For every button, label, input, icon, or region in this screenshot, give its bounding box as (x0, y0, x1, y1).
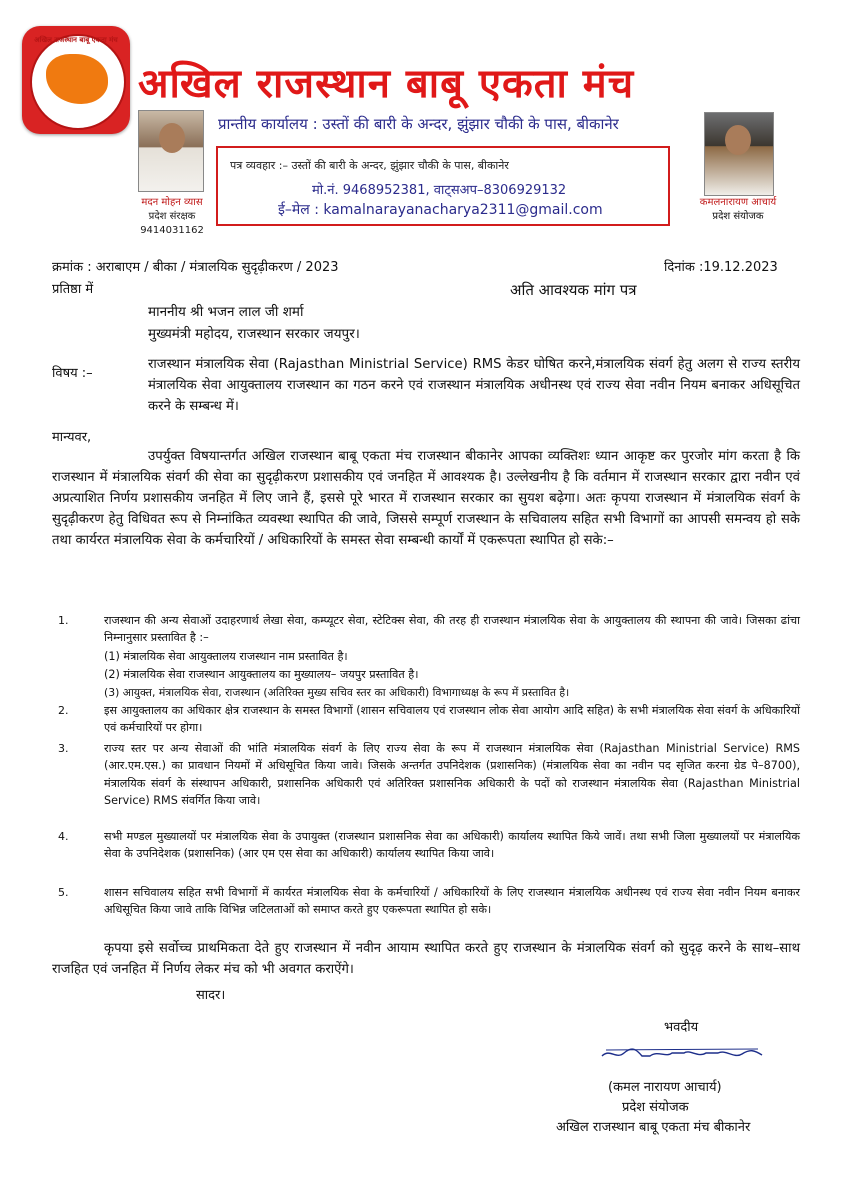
recipient-designation: मुख्यमंत्री महोदय, राजस्थान सरकार जयपुर। (148, 326, 360, 342)
logo-bottom-text: बीकानेर (63, 117, 89, 127)
left-person-name: मदन मोहन व्यास (141, 197, 203, 208)
right-person-caption (672, 196, 804, 224)
item-number: 4. (58, 830, 69, 843)
item-text: राजस्थान की अन्य सेवाओं उदाहरणार्थ लेखा सेवा, कम्प्यूटर सेवा, स्टेटिक्स सेवा, की तरह ही राजस्थान मंत्रालयिक सेवा के आयुक्तालय की स्थापना की जावे। जिसका ढांचा निम्नानुसार प्रस्तावित है :– (104, 614, 800, 645)
right-person-role: प्रदेश संयोजक (712, 211, 764, 222)
email-address: ई–मेल : kamalnarayanacharya2311@gmail.com (278, 202, 603, 218)
signatory-organization: अखिल राजस्थान बाबू एकता मंच बीकानेर (556, 1120, 751, 1135)
item-subpoint: (3) आयुक्त, मंत्रालयिक सेवा, राजस्थान (अतिरिक्त मुख्य सचिव स्तर का अधिकारी) विभागाध्यक्ष के रूप में प्रस्तावित है। (104, 686, 570, 699)
right-person-name: कमलनारायण आचार्य (699, 197, 777, 208)
right-person-photo (704, 112, 774, 196)
phone-numbers: मो.नं. 9468952381, वाट्सअप–8306929132 (312, 183, 567, 198)
item-number: 2. (58, 704, 69, 717)
urgent-heading: अति आवश्यक मांग पत्र (510, 281, 637, 299)
reference-number: क्रमांक : अराबाएम / बीका / मंत्रालयिक सुदृढ़ीकरण / 2023 (52, 260, 339, 275)
handwritten-signature (600, 1044, 764, 1064)
subject-label: विषय :– (52, 366, 93, 381)
logo-top-text: अखिल राजस्थान बाबू एकता मंच (34, 36, 118, 44)
face-image (725, 125, 751, 155)
salutation: मान्यवर, (52, 430, 92, 445)
left-person-role: प्रदेश संरक्षक (148, 211, 196, 222)
item-number: 5. (58, 886, 69, 899)
item-subpoint: (1) मंत्रालयिक सेवा आयुक्तालय राजस्थान नाम प्रस्तावित है। (104, 650, 348, 663)
left-person-photo (138, 110, 204, 192)
organization-title: अखिल राजस्थान बाबू एकता मंच (138, 61, 635, 107)
closing-paragraph: कृपया इसे सर्वोच्च प्राथमिकता देते हुए राजस्थान में नवीन आयाम स्थापित करते हुए राजस्थान के मंत्रालयिक संवर्ग को सुदृढ़ करने के साथ–साथ राजहित एवं जनहित में निर्णय लेकर मंच को भी अवगत कराऐंगे। (52, 941, 800, 977)
signatory-name: (कमल नारायण आचार्य) (608, 1080, 722, 1095)
letter-date: दिनांक :19.12.2023 (664, 260, 778, 275)
sadar: सादर। (196, 988, 226, 1003)
item-text: राज्य स्तर पर अन्य सेवाओं की भांति मंत्रालयिक संवर्ग के लिए राज्य सेवा के रूप में राजस्थान मंत्रालयिक सेवा (Rajasthan Ministrial Service) RMS (आर.एम.एस.) का प्रावधान नियमों में अधिसूचित किया जावे। जिसके अन्तर्गत उपनिदेशक (प्रशासनिक) (मंत्रालयिक सेवा का नवीन पद सृजित करना ग्रेड पे–8700), मंत्रालयिक संवर्ग के संस्थापन अधिकारी, प्रशासनिक अधिकारी एवं अतिरिक्त प्रशासनिक अधिकारी के पदों को राजस्थान मंत्रालयिक सेवा (Rajasthan Ministrial Service) RMS संवर्गित किया जावे। (104, 742, 800, 808)
body-paragraph: उपर्युक्त विषयान्तर्गत अखिल राजस्थान बाबू एकता मंच राजस्थान बीकानेर आपका व्यक्तिशः ध्यान आकृष्ट कर पुरजोर मांग करता है कि राजस्थान में मंत्रालयिक संवर्ग की सेवा का सुदृढ़ीकरण प्रशासकीय एवं जनहित में आवश्यक है। उल्लेखनीय है कि वर्तमान में राजस्थान सरकार द्वारा नवीन एवं अप्रत्याशित निर्णय प्रशासकीय जनहित में लिए जाने हैं, इससे पूरे भारत में राजस्थान सरकार का सुयश बढ़ेगा। अतः कृपया राजस्थान में मंत्रालयिक संवर्ग के सुदृढ़ीकरण हेतु विधिवत रूप से निम्नांकित व्यवस्था स्थापित की जावे, जिससे सम्पूर्ण राजस्थान के सचिवालय सहित सभी विभागों का आपसी समन्वय हो सके तथा कार्यरत मंत्रालयिक सेवा के कर्मचारियों / अधिकारियों के समस्त सेवा सम्बन्धी कार्यों में एकरूपता स्थापित हो सके:– (52, 449, 800, 548)
organization-logo (22, 26, 130, 134)
to-label: प्रतिष्ठा में (52, 282, 94, 297)
bhavdiya: भवदीय (664, 1020, 699, 1035)
subject-text: राजस्थान मंत्रालयिक सेवा (Rajasthan Ministrial Service) RMS केडर घोषित करने,मंत्रालयिक संवर्ग हेतु अलग से राज्य स्तरीय मंत्रालयिक सेवा आयुक्तालय राजस्थान का गठन करने एवं राजस्थान मंत्रालयिक अधीनस्थ एवं राज्य सेवा नवीन नियम बनाकर अधिसूचित करने के सम्बन्ध में। (148, 357, 800, 414)
office-address: प्रान्तीय कार्यालय : उस्तों की बारी के अन्दर, झुंझार चौकी के पास, बीकानेर (218, 115, 619, 133)
item-number: 3. (58, 742, 69, 755)
item-text: सभी मण्डल मुख्यालयों पर मंत्रालयिक सेवा के उपायुक्त (राजस्थान प्रशासनिक सेवा का अधिकारी) कार्यालय स्थापित किये जावें। तथा सभी जिला मुख्यालयों पर मंत्रालयिक सेवा के उपनिदेशक (प्रशासनिक) (आर एम एस सेवा का अधिकारी) कार्यालय स्थापित किया जावे। (104, 830, 800, 861)
item-subpoint: (2) मंत्रालयिक सेवा राजस्थान आयुक्तालय का मुख्यालय– जयपुर प्रस्तावित है। (104, 668, 419, 681)
contact-box (216, 146, 670, 226)
face-image (159, 123, 185, 153)
item-number: 1. (58, 614, 69, 627)
recipient-name: माननीय श्री भजन लाल जी शर्मा (148, 304, 304, 320)
correspondence-address: पत्र व्यवहार :– उस्तों की बारी के अन्दर, झुंझार चौकी के पास, बीकानेर (230, 159, 509, 172)
signatory-role: प्रदेश संयोजक (622, 1100, 689, 1115)
left-person-phone: 9414031162 (140, 225, 204, 236)
item-text: शासन सचिवालय सहित सभी विभागों में कार्यरत मंत्रालयिक सेवा के कर्मचारियों / अधिकारियों के लिए राजस्थान मंत्रालयिक अधीनस्थ एवं राज्य सेवा नवीन नियम बनाकर अधिसूचित किया जावे ताकि विभिन्न जटिलताओं को समाप्त करते हुए एकरूपता स्थापित हो सके। (104, 886, 800, 917)
item-text: इस आयुक्तालय का अधिकार क्षेत्र राजस्थान के समस्त विभागों (शासन सचिवालय एवं राजस्थान लोक सेवा आयोग आदि सहित) के सभी मंत्रालयिक सेवा संवर्ग के अधिकारियों एवं कर्मचारियों पर होगा। (104, 704, 800, 735)
